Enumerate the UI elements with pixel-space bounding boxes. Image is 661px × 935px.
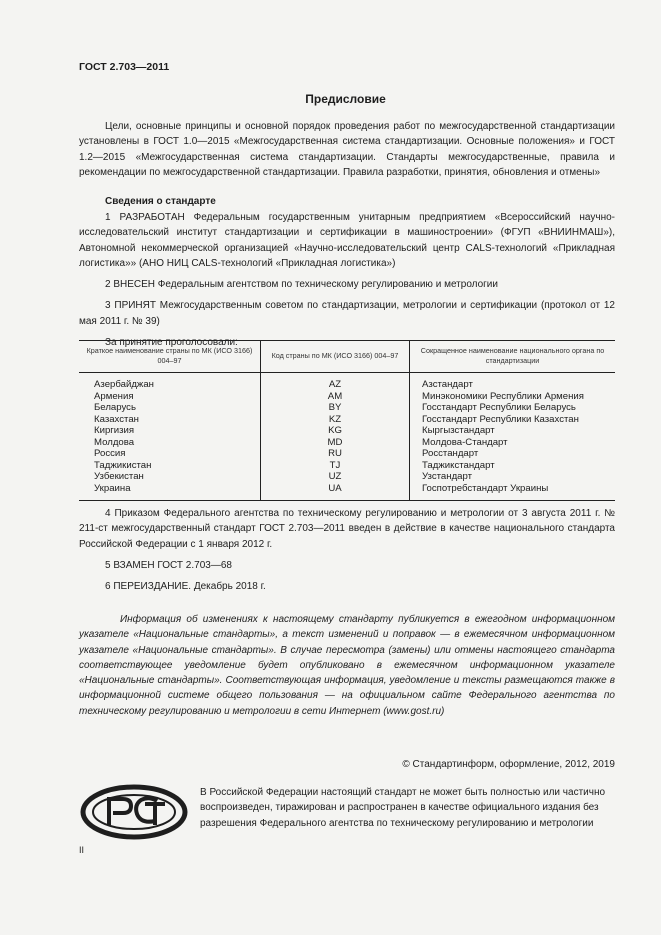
country-name: Молдова xyxy=(94,436,135,448)
agency-name: Минэкономики Республики Армения xyxy=(410,391,616,403)
country-name: Армения xyxy=(94,390,134,402)
agency-name: Госстандарт Республики Казахстан xyxy=(410,414,616,426)
country-code: BY xyxy=(261,402,410,414)
table-row xyxy=(79,460,615,472)
col-header-code: Код страны по МК (ИСО 3166) 004–97 xyxy=(261,341,410,373)
intro-paragraph: Цели, основные принципы и основной порядок проведения работ по межгосударственной стандартизации установлены в ГОСТ 1.0—2015 «Межгосударственная система стандартизации. Основные положения» и ГОСТ 1.2—2015 «Межгосударственная система стандартизации. Стандарты межгосударственные, правила и рекомендации по межгосударственной стандартизации. Правила разработки, принятия, обновления и отмены» xyxy=(79,121,615,178)
country-code: UA xyxy=(261,483,410,501)
copyright-line: © Стандартинформ, оформление, 2012, 2019 xyxy=(402,759,615,770)
item-3: 3 ПРИНЯТ Межгосударственным советом по стандартизации, метрологии и сертификации (протокол от 12 мая 2011 г. № 39) xyxy=(79,300,615,327)
document-header: ГОСТ 2.703—2011 xyxy=(79,61,170,73)
table-row xyxy=(79,373,615,391)
country-name: Таджикистан xyxy=(94,459,152,471)
items-block xyxy=(79,210,615,350)
legal-notice: В Российской Федерации настоящий стандарт не может быть полностью или частично воспроизведен, тиражирован и распространен в качестве официального издания без разрешения Федерального агентства по техническому регулированию и метрологии xyxy=(200,787,606,829)
section-subtitle: Сведения о стандарте xyxy=(105,196,216,207)
countries-table xyxy=(79,340,615,501)
country-code: RU xyxy=(261,448,410,460)
items-after-block xyxy=(79,506,615,594)
agency-name: Госпотребстандарт Украины xyxy=(410,483,616,501)
country-code: KZ xyxy=(261,414,410,426)
country-name: Украина xyxy=(79,483,261,501)
agency-name: Госстандарт Республики Беларусь xyxy=(410,402,616,414)
country-code: MD xyxy=(261,437,410,449)
item-1: 1 РАЗРАБОТАН Федеральным государственным унитарным предприятием «Всероссийский научно-исследовательский институт стандартизации и сертификации в машиностроении» (ФГУП «ВНИИНМАШ»), Автономной некоммерческой организацией «Научно-исследовательский центр CALS-технологий «Прикладная логистика»» (АНО НИЦ CALS-технологий «Прикладная логистика») xyxy=(79,212,615,269)
col-header-agency: Сокращенное наименование национального органа по стандартизации xyxy=(410,341,616,373)
table-row xyxy=(79,437,615,449)
rst-certification-mark-icon xyxy=(79,783,189,846)
table-row xyxy=(79,448,615,460)
item-4: 4 Приказом Федерального агентства по техническому регулированию и метрологии от 3 августа 2011 г. № 211-ст межгосударственный стандарт ГОСТ 2.703—2011 введен в действие в качестве национального стандарта Российской Федерации с 1 января 2012 г. xyxy=(79,508,615,550)
vote-label: За принятие проголосовали: xyxy=(105,337,238,349)
country-code: TJ xyxy=(261,460,410,472)
table-row xyxy=(79,425,615,437)
notice-paragraph: Информация об изменениях к настоящему стандарту публикуется в ежегодном информационном указателе «Национальные стандарты», а текст изменений и поправок — в ежемесячном информационном указателе «Национальные стандарты». В случае пересмотра (замены) или отмены настоящего стандарта соответствующее уведомление будет опубликовано в ежемесячном информационном указателе «Национальные стандарты». Соответствующая информация, уведомление и тексты размещаются также в информационной системе общего пользования — на официальном сайте Федерального агентства по техническому регулированию и метрологии в сети Интернет (www.gost.ru) xyxy=(79,614,615,717)
table-row xyxy=(79,483,615,501)
country-name: Беларусь xyxy=(94,402,136,414)
country-name: Казахстан xyxy=(94,413,139,425)
intro-paragraph-block xyxy=(79,119,615,180)
table-header-row xyxy=(79,341,615,373)
col-header-country: Краткое наименование страны по МК (ИСО 3166) 004–97 xyxy=(79,341,261,373)
country-name: Узбекистан xyxy=(94,471,144,483)
page-number: II xyxy=(79,845,85,855)
table-row xyxy=(79,471,615,483)
agency-name: Азстандарт xyxy=(410,373,616,391)
item-2: 2 ВНЕСЕН Федеральным агентством по техническому регулированию и метрологии xyxy=(105,279,498,291)
country-code: UZ xyxy=(261,471,410,483)
country-name: Киргизия xyxy=(94,425,135,437)
agency-name: Таджикстандарт xyxy=(410,460,616,472)
country-name: Россия xyxy=(94,448,126,460)
agency-name: Молдова-Стандарт xyxy=(410,437,616,449)
table-row xyxy=(79,414,615,426)
page-title: Предисловие xyxy=(305,92,386,106)
table-row xyxy=(79,391,615,403)
country-code: KG xyxy=(261,425,410,437)
item-6: 6 ПЕРЕИЗДАНИЕ. Декабрь 2018 г. xyxy=(105,581,266,593)
standard-info-section xyxy=(79,194,615,209)
country-name: Азербайджан xyxy=(94,379,154,391)
agency-name: Кыргызстандарт xyxy=(410,425,616,437)
agency-name: Узстандарт xyxy=(410,471,616,483)
table-row xyxy=(79,402,615,414)
item-5: 5 ВЗАМЕН ГОСТ 2.703—68 xyxy=(105,559,232,571)
country-code: AM xyxy=(261,391,410,403)
country-code: AZ xyxy=(261,373,410,391)
agency-name: Росстандарт xyxy=(410,448,616,460)
